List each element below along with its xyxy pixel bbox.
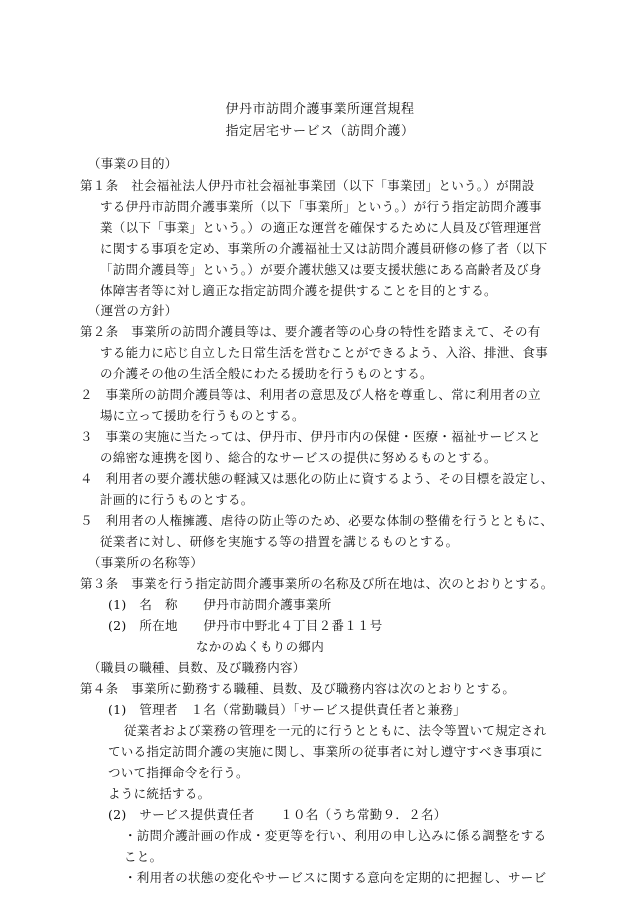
article-4-service-duty: ・訪問介護計画の作成・変更等を行い、利用の申し込みに係る調整をする [124, 828, 547, 843]
article-3-line: 第３条 事業を行う指定訪問介護事業所の名称及び所在地は、次のとおりとする。 [80, 576, 554, 591]
article-2-item-5: ５ 利用者の人権擁護、虐待の防止等のため、必要な体制の整備を行うとともに、 [80, 513, 554, 528]
article-2-item-5: 従業者に対し、研修を実施する等の措置を講じるものとする。 [100, 534, 459, 549]
article-2-item-4: 計画的に行うものとする。 [100, 492, 254, 507]
article-2-item-3: ３ 事業の実施に当たっては、伊丹市、伊丹市内の保健・医療・福祉サービスと [80, 429, 541, 444]
section-heading-purpose: （事業の目的） [88, 156, 178, 171]
article-1-line: する伊丹市訪問介護事業所（以下「事業所」という。）が行う指定訪問介護事 [100, 199, 542, 214]
section-heading-staff: （職員の職種、員数、及び職務内容） [88, 660, 306, 675]
section-heading-policy: （運営の方針） [88, 303, 178, 318]
section-heading-name: （事業所の名称等） [88, 555, 204, 570]
article-1-line: 体障害者等に対し適正な指定訪問介護を提供することを目的とする。 [100, 283, 497, 298]
article-2-line: の介護その他の生活全般にわたる援助を行うものとする。 [100, 366, 433, 381]
article-2-item-2: 場に立って援助を行うものとする。 [100, 408, 305, 423]
article-4-manager-duty: ように統括する。 [108, 786, 211, 801]
article-3-name: (1) 名 称 伊丹市訪問介護事業所 [108, 597, 332, 612]
article-2-line: 第２条 事業所の訪問介護員等は、要介護者等の心身の特性を踏まえて、その有 [80, 324, 541, 339]
article-4-manager-duty: ついて指揮命令を行う。 [108, 765, 249, 780]
article-4-service-duty: ・利用者の状態の変化やサービスに関する意向を定期的に把握し、サービ [124, 870, 547, 885]
article-2-item-2: ２ 事業所の訪問介護員等は、利用者の意思及び人格を尊重し、常に利用者の立 [80, 387, 541, 402]
document-subtitle: 指定居宅サービス（訪問介護） [225, 124, 415, 139]
article-1-line: に関する事項を定め、事業所の介護福祉士又は訪問介護員研修の修了者（以下 [100, 241, 548, 256]
article-4-manager-duty: ている指定訪問介護の実施に関し、事業所の従事者に対し遵守すべき事項に [108, 744, 543, 759]
article-3-address: (2) 所在地 伊丹市中野北４丁目２番１１号 [108, 618, 383, 633]
article-1-line: 第１条 社会福祉法人伊丹市社会福祉事業団（以下「事業団」という。）が開設 [80, 178, 535, 193]
article-2-item-3: の綿密な連携を図り、総合的なサービスの提供に努めるものとする。 [100, 450, 497, 465]
article-4-manager: (1) 管理者 １名（常勤職員）「サービス提供責任者と兼務」 [108, 702, 466, 717]
article-2-item-4: ４ 利用者の要介護状態の軽減又は悪化の防止に資するよう、その目標を設定し、 [80, 471, 554, 486]
document-title: 伊丹市訪問介護事業所運営規程 [225, 102, 415, 117]
article-4-manager-duty: 従業者および業務の管理を一元的に行うとともに、法令等置いて規定され [124, 723, 547, 738]
article-4-service-duty: こと。 [124, 849, 163, 864]
article-1-line: 「訪問介護員等」という。）が要介護状態又は要支援状態にある高齢者及び身 [100, 262, 542, 277]
article-2-line: する能力に応じ自立した日常生活を営むことができるよう、入浴、排泄、食事 [100, 345, 549, 360]
article-1-line: 業（以下「事業」という。）の適正な運営を確保するために人員及び管理運営 [100, 220, 542, 235]
article-3-address-cont: なかのぬくもりの郷内 [196, 639, 325, 654]
article-4-service-manager: (2) サービス提供責任者 １０名（うち常勤９．２名） [108, 807, 447, 822]
article-4-line: 第４条 事業所に勤務する職種、員数、及び職務内容は次のとおりとする。 [80, 681, 516, 696]
